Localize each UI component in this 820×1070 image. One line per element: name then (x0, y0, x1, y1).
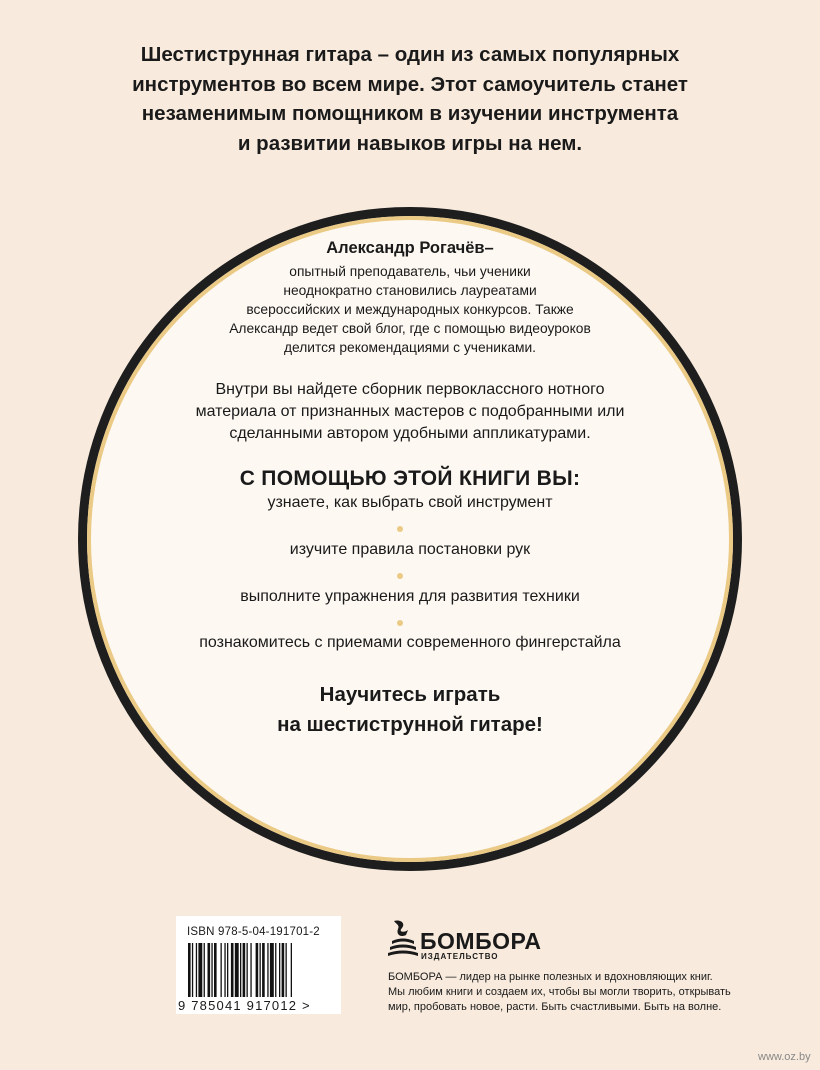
inside-line: материала от признанных мастеров с подобранными или (195, 403, 625, 420)
barcode-bar (247, 943, 248, 997)
publisher-subtitle: ИЗДАТЕЛЬСТВО (421, 952, 499, 961)
author-name: Александр Рогачёв– (326, 239, 494, 257)
benefit-item: узнаете, как выбрать свой инструмент (267, 494, 553, 511)
barcode-bar (188, 943, 191, 997)
barcode-bar (221, 943, 222, 997)
barcode-digits: 9 785041 917012 > (178, 998, 311, 1013)
author-bio-line: всероссийских и международных конкурсов. Также (246, 302, 574, 317)
barcode-bar (208, 943, 211, 997)
inside-paragraph (110, 379, 710, 445)
benefit-item: изучите правила постановки рук (289, 541, 531, 558)
bullet-dot-icon (397, 573, 403, 579)
barcode-bar (192, 943, 193, 997)
watermark: www.oz.by (758, 1051, 811, 1063)
barcode-bar (250, 943, 251, 997)
barcode-bar (286, 943, 287, 997)
cta-line: на шестиструнной гитаре! (277, 713, 543, 736)
barcode-label (176, 916, 341, 1014)
barcode-bar (262, 943, 265, 997)
barcode-bar (204, 943, 205, 997)
barcode-bar (275, 943, 276, 997)
barcode-bar (279, 943, 280, 997)
author-bio (110, 262, 710, 357)
barcode-bar (231, 943, 234, 997)
cta-line: Научитесь играть (319, 683, 501, 706)
author-bio-line: неоднократно становились лауреатами (283, 283, 537, 298)
publisher-name: БОМБОРА (420, 928, 542, 954)
barcode-bar (196, 943, 197, 997)
intro-line: Шестиструнная гитара – один из самых популярных (140, 43, 680, 66)
barcode-bar (211, 943, 212, 997)
barcode-bar (282, 943, 285, 997)
publisher-description-line: БОМБОРА — лидер на рынке полезных и вдохновляющих книг. (388, 971, 713, 983)
benefit-item: познакомитесь с приемами современного фингерстайла (199, 634, 621, 651)
publisher-description-line: мир, пробовать новое, расти. Быть счастливыми. Быть на волне. (388, 1001, 722, 1013)
intro-paragraph (60, 40, 760, 158)
inside-line: сделанными автором удобными аппликатурами. (229, 425, 591, 442)
author-bio-line: Александр ведет свой блог, где с помощью видеоуроков (229, 321, 591, 336)
call-to-action (110, 680, 710, 740)
barcode-bar (270, 943, 274, 997)
barcode-bar (240, 943, 241, 997)
barcode-bar (267, 943, 268, 997)
barcode-bar (260, 943, 261, 997)
author-bio-line: опытный преподаватель, чьи ученики (289, 264, 531, 279)
barcode-bar (291, 943, 292, 997)
benefit-item: выполните упражнения для развития техники (240, 588, 580, 605)
intro-line: незаменимым помощником в изучении инструмента (141, 102, 679, 125)
barcode-bar (214, 943, 217, 997)
publisher-logo-icon (388, 919, 418, 959)
barcode-bar (243, 943, 246, 997)
bullet-dot-icon (397, 620, 403, 626)
intro-line: и развитии навыков игры на нем. (237, 131, 583, 155)
barcode-bar (235, 943, 239, 997)
publisher-description-line: Мы любим книги и создаем их, чтобы вы могли творить, открывать (388, 986, 731, 998)
inside-line: Внутри вы найдете сборник первоклассного нотного (215, 381, 605, 398)
bullet-dot-icon (397, 526, 403, 532)
intro-line: инструментов во всем мире. Этот самоучитель станет (132, 72, 688, 96)
barcode-bar (227, 943, 228, 997)
benefits-heading: С ПОМОЩЬЮ ЭТОЙ КНИГИ ВЫ: (239, 467, 581, 490)
publisher-description (388, 970, 731, 1015)
isbn-number: ISBN 978-5-04-191701-2 (187, 926, 320, 938)
barcode-bar (224, 943, 225, 997)
barcode-icon (188, 943, 332, 997)
author-bio-line: делится рекомендациями с учениками. (283, 340, 537, 355)
barcode-bar (256, 943, 259, 997)
barcode-bar (198, 943, 202, 997)
